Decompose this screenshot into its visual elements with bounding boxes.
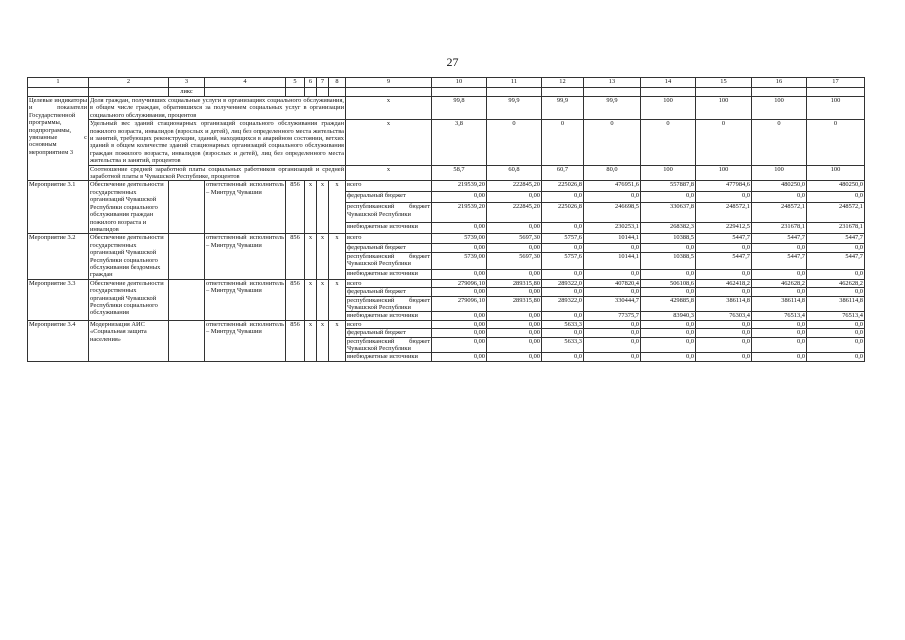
funding-value: 0,0 (807, 192, 865, 203)
measure-code: 856 (286, 320, 305, 361)
funding-value: 477984,6 (696, 181, 752, 192)
indicator-text: Доля граждан, получивших социальные услуги в организациях социального обслуживания, в общем числе граждан, обратившихся за получением социальных услуг в организации социального обслуживания, процентов (90, 97, 344, 119)
measure-name: Модернизация АИС «Социальная защита населения» (89, 320, 169, 361)
measure-row (28, 279, 865, 287)
funding-value: 268382,3 (641, 223, 696, 234)
indicator-value: 100 (752, 97, 807, 120)
funding-value: 77375,7 (584, 312, 641, 320)
indicator-value: 100 (752, 165, 807, 181)
table-cell (286, 88, 305, 97)
funding-source: республиканский бюджет Чувашской Республики (347, 296, 430, 311)
funding-source: внебюджетные источники (346, 353, 432, 361)
funding-value: 0,0 (807, 320, 865, 328)
funding-value: 279096,10 (432, 296, 487, 312)
funding-value: 0,0 (696, 192, 752, 203)
funding-value: 462418,2 (696, 279, 752, 287)
measure-code: 856 (286, 234, 305, 279)
funding-value: 5447,7 (807, 252, 865, 270)
funding-value: 225026,8 (542, 181, 584, 192)
funding-value: 5697,30 (487, 234, 542, 243)
funding-value: 0,0 (584, 320, 641, 328)
indicator-value: 100 (641, 97, 696, 120)
indicator-value: 3,8 (432, 120, 487, 165)
table-cell (346, 88, 432, 97)
measure-name: Обеспечение деятельности государственных организаций Чувашской Республики социального обслуживания граждан пожилого возраста и инвалидов (89, 181, 169, 234)
funding-value: 0,0 (807, 243, 865, 252)
measure-name: Обеспечение деятельности государственных организаций Чувашской Республики социального обслуживания (89, 279, 169, 320)
indicator-row (28, 97, 865, 120)
indicator-value: 0 (542, 120, 584, 165)
funding-value: 230253,1 (584, 223, 641, 234)
funding-value: 219539,20 (432, 181, 487, 192)
measure-row (28, 320, 865, 328)
measure-x: x (329, 320, 346, 361)
measure-executor: ответственный исполнитель – Минтруд Чувашии (205, 320, 286, 361)
indicator-value: 99,8 (432, 97, 487, 120)
table-cell (487, 88, 542, 97)
indicator-value: 80,0 (584, 165, 641, 181)
funding-value: 219539,20 (432, 203, 487, 223)
funding-value: 0,0 (696, 243, 752, 252)
funding-value: 0,00 (432, 270, 487, 279)
funding-value: 386114,8 (807, 296, 865, 312)
table-cell (205, 88, 286, 97)
funding-value: 0,0 (696, 329, 752, 337)
funding-value: 0,0 (752, 270, 807, 279)
funding-value: 0,0 (807, 329, 865, 337)
funding-value: 0,0 (807, 337, 865, 353)
table-cell (807, 88, 865, 97)
measure-code: 856 (286, 279, 305, 320)
column-header: 5 (286, 78, 305, 88)
funding-source: внебюджетные источники (346, 223, 432, 234)
header-row (28, 78, 865, 88)
table-cell (542, 88, 584, 97)
funding-value: 0,00 (487, 288, 542, 296)
funding-value: 231678,1 (752, 223, 807, 234)
measure-executor: ответственный исполнитель – Минтруд Чувашии (205, 181, 286, 234)
indicator-value: 0 (641, 120, 696, 165)
measure-id: Мероприятие 3.2 (28, 234, 89, 279)
funding-source: республиканский бюджет Чувашской Республики (347, 337, 430, 352)
funding-value: 76513,4 (752, 312, 807, 320)
funding-value: 0,00 (432, 329, 487, 337)
measure-x: x (305, 234, 317, 279)
funding-value: 0,00 (432, 353, 487, 361)
funding-value: 330637,8 (641, 203, 696, 223)
funding-value: 0,0 (584, 353, 641, 361)
table-cell (169, 279, 205, 320)
funding-value: 248572,1 (696, 203, 752, 223)
column-header: 1 (28, 78, 89, 88)
table-cell (329, 88, 346, 97)
funding-source: федеральный бюджет (346, 288, 432, 296)
measure-x: x (329, 181, 346, 234)
column-header: 6 (305, 78, 317, 88)
funding-value: 386114,8 (752, 296, 807, 312)
funding-value: 5739,00 (432, 252, 487, 270)
funding-value: 0,00 (487, 329, 542, 337)
funding-value: 5697,30 (487, 252, 542, 270)
funding-value: 0,00 (487, 223, 542, 234)
funding-value: 0,0 (542, 353, 584, 361)
funding-value: 0,0 (584, 192, 641, 203)
funding-value: 5447,7 (807, 234, 865, 243)
table-cell (696, 88, 752, 97)
indicator-value: 60,7 (542, 165, 584, 181)
funding-source: внебюджетные источники (346, 312, 432, 320)
table-cell (169, 234, 205, 279)
column-header: 16 (752, 78, 807, 88)
funding-value: 0,0 (584, 243, 641, 252)
indicator-unit: x (346, 165, 432, 181)
table-cell (641, 88, 696, 97)
funding-source: федеральный бюджет (346, 192, 432, 203)
funding-value: 0,0 (752, 353, 807, 361)
funding-value: 0,0 (542, 329, 584, 337)
funding-value: 5757,6 (542, 252, 584, 270)
funding-value: 476951,6 (584, 181, 641, 192)
funding-value: 0,0 (752, 320, 807, 328)
funding-value: 248572,1 (752, 203, 807, 223)
measure-x: x (317, 181, 329, 234)
funding-source: федеральный бюджет (346, 243, 432, 252)
funding-value: 0,0 (696, 270, 752, 279)
measure-executor: ответственный исполнитель – Минтруд Чувашии (205, 279, 286, 320)
measure-x: x (305, 181, 317, 234)
table-cell (89, 88, 169, 97)
funding-value: 5447,7 (752, 252, 807, 270)
measure-x: x (329, 234, 346, 279)
funding-value: 225026,8 (542, 203, 584, 223)
funding-value: 0,0 (696, 320, 752, 328)
column-header: 9 (346, 78, 432, 88)
measure-code: 856 (286, 181, 305, 234)
column-header: 12 (542, 78, 584, 88)
funding-value: 0,00 (487, 243, 542, 252)
program-table (27, 77, 865, 362)
funding-value: 248572,1 (807, 203, 865, 223)
measure-x: x (317, 279, 329, 320)
funding-value: 5757,6 (542, 234, 584, 243)
funding-value: 0,0 (641, 192, 696, 203)
funding-value: 0,0 (752, 192, 807, 203)
indicator-value: 0 (696, 120, 752, 165)
funding-source: всего (346, 181, 432, 192)
funding-value: 289315,80 (487, 296, 542, 312)
funding-value: 0,0 (641, 288, 696, 296)
funding-value: 0,0 (752, 337, 807, 353)
funding-value: 5447,7 (696, 234, 752, 243)
measure-id: Мероприятие 3.4 (28, 320, 89, 361)
measure-id: Мероприятие 3.3 (28, 279, 89, 320)
funding-value: 5633,3 (542, 337, 584, 353)
funding-value: 0,00 (487, 337, 542, 353)
funding-value: 0,0 (584, 288, 641, 296)
measure-x: x (317, 234, 329, 279)
indicator-unit: x (346, 120, 432, 165)
funding-source: всего (346, 234, 432, 243)
funding-value: 0,0 (542, 288, 584, 296)
funding-value: 0,0 (584, 270, 641, 279)
funding-value: 289322,0 (542, 296, 584, 312)
measure-row (28, 234, 865, 243)
funding-value: 10144,1 (584, 252, 641, 270)
funding-value: 480250,0 (807, 181, 865, 192)
funding-value: 386114,8 (696, 296, 752, 312)
indicator-value: 0 (487, 120, 542, 165)
funding-value: 279096,10 (432, 279, 487, 287)
funding-value: 0,0 (696, 353, 752, 361)
indicator-value: 0 (584, 120, 641, 165)
funding-value: 5739,00 (432, 234, 487, 243)
funding-value: 76513,4 (807, 312, 865, 320)
funding-value: 5447,7 (752, 234, 807, 243)
indicator-value: 0 (752, 120, 807, 165)
indicator-value: 99,9 (584, 97, 641, 120)
funding-value: 10388,5 (641, 252, 696, 270)
funding-value: 0,0 (641, 337, 696, 353)
indicator-value: 100 (641, 165, 696, 181)
table-cell (305, 88, 317, 97)
funding-source: федеральный бюджет (346, 329, 432, 337)
funding-value: 0,0 (752, 288, 807, 296)
indicator-text: Соотношение средней заработной платы социальных работников организаций и средней заработной платы в Чувашской Республике, процентов (90, 165, 344, 181)
column-header: 15 (696, 78, 752, 88)
measure-x: x (317, 320, 329, 361)
indicator-text: Удельный вес зданий стационарных организаций социального обслуживания граждан пожилого возраста, инвалидов (взрослых и детей), лиц без определенного места жительства и занятий, требующих реконструкции, зданий, находящихся в аварийном состоянии, ветхих зданий в общем количестве зданий стационарных организаций социального обслуживания граждан пожилого возраста, инвалидов (взрослых и детей), лиц без определенного места жительства и занятий, процентов (90, 120, 344, 165)
page-number: 27 (446, 55, 459, 69)
column-header: 8 (329, 78, 346, 88)
indicator-value: 100 (807, 97, 865, 120)
column-header: 2 (89, 78, 169, 88)
column-header: 4 (205, 78, 286, 88)
table-cell (169, 181, 205, 234)
measure-x: x (305, 320, 317, 361)
funding-value: 289315,80 (487, 279, 542, 287)
table-cell (28, 88, 89, 97)
funding-value: 0,00 (487, 353, 542, 361)
funding-source: республиканский бюджет Чувашской Республики (346, 203, 432, 223)
funding-value: 10144,1 (584, 234, 641, 243)
funding-value: 330444,7 (584, 296, 641, 312)
table-cell: ликс (169, 88, 205, 97)
indicators-label: Целевые индикаторы и показатели Государственной программы, подпрограммы, увязанные с основным мероприятием 3 (28, 97, 89, 181)
funding-value: 0,0 (542, 270, 584, 279)
funding-value: 0,0 (696, 337, 752, 353)
funding-value: 462628,2 (752, 279, 807, 287)
funding-value: 0,0 (641, 243, 696, 252)
column-header: 13 (584, 78, 641, 88)
funding-value: 0,00 (432, 312, 487, 320)
funding-value: 462628,2 (807, 279, 865, 287)
funding-value: 0,00 (432, 337, 487, 353)
table-cell (317, 88, 329, 97)
indicator-value: 58,7 (432, 165, 487, 181)
funding-value: 0,0 (641, 270, 696, 279)
funding-value: 429885,8 (641, 296, 696, 312)
funding-value: 0,00 (487, 270, 542, 279)
column-header: 11 (487, 78, 542, 88)
funding-value: 0,0 (641, 320, 696, 328)
funding-value: 0,0 (584, 337, 641, 353)
indicator-value: 60,8 (487, 165, 542, 181)
funding-value: 0,00 (432, 192, 487, 203)
funding-value: 246698,5 (584, 203, 641, 223)
column-header: 14 (641, 78, 696, 88)
indicator-row (28, 120, 865, 165)
table-cell (169, 320, 205, 361)
funding-value: 229412,5 (696, 223, 752, 234)
funding-value: 0,0 (752, 329, 807, 337)
funding-source: внебюджетные источники (346, 270, 432, 279)
funding-value: 0,0 (807, 270, 865, 279)
indicator-value: 99,9 (487, 97, 542, 120)
funding-value: 0,00 (487, 312, 542, 320)
indicator-unit: x (346, 97, 432, 120)
measure-name: Обеспечение деятельности государственных организаций Чувашской Республики социального обслуживания бездомных граждан (89, 234, 169, 279)
funding-value: 0,00 (432, 288, 487, 296)
indicator-value: 100 (696, 165, 752, 181)
table-cell (432, 88, 487, 97)
funding-value: 0,0 (641, 329, 696, 337)
funding-value: 0,0 (542, 223, 584, 234)
funding-value: 76303,4 (696, 312, 752, 320)
funding-value: 0,0 (807, 288, 865, 296)
funding-value: 0,0 (542, 192, 584, 203)
measure-executor: ответственный исполнитель – Минтруд Чувашии (205, 234, 286, 279)
measure-row (28, 181, 865, 192)
funding-value: 83940,3 (641, 312, 696, 320)
funding-value: 5633,3 (542, 320, 584, 328)
measure-x: x (305, 279, 317, 320)
funding-value: 506108,6 (641, 279, 696, 287)
funding-value: 0,0 (807, 353, 865, 361)
funding-value: 5447,7 (696, 252, 752, 270)
funding-source: республиканский бюджет Чувашской Республики (346, 252, 432, 270)
measure-x: x (329, 279, 346, 320)
indicator-value: 100 (696, 97, 752, 120)
funding-value: 407820,4 (584, 279, 641, 287)
funding-value: 0,0 (584, 329, 641, 337)
funding-value: 231678,1 (807, 223, 865, 234)
column-header: 7 (317, 78, 329, 88)
indicator-row (28, 165, 865, 181)
funding-value: 0,0 (752, 243, 807, 252)
measure-id: Мероприятие 3.1 (28, 181, 89, 234)
table-cell (584, 88, 641, 97)
indicator-value: 100 (807, 165, 865, 181)
funding-value: 0,00 (487, 192, 542, 203)
funding-value: 0,0 (542, 312, 584, 320)
funding-value: 222845,20 (487, 181, 542, 192)
funding-value: 222845,20 (487, 203, 542, 223)
funding-value: 0,0 (641, 353, 696, 361)
column-header: 17 (807, 78, 865, 88)
funding-value: 0,00 (487, 320, 542, 328)
funding-value: 0,00 (432, 320, 487, 328)
column-header: 3 (169, 78, 205, 88)
funding-value: 289322,0 (542, 279, 584, 287)
funding-source: всего (346, 279, 432, 287)
funding-value: 557887,8 (641, 181, 696, 192)
column-header: 10 (432, 78, 487, 88)
funding-value: 0,0 (696, 288, 752, 296)
funding-value: 480250,0 (752, 181, 807, 192)
continuation-row (28, 88, 865, 97)
funding-value: 10388,5 (641, 234, 696, 243)
table-cell (752, 88, 807, 97)
indicator-value: 99,9 (542, 97, 584, 120)
funding-value: 0,0 (542, 243, 584, 252)
funding-source: всего (346, 320, 432, 328)
funding-value: 0,00 (432, 243, 487, 252)
indicator-value: 0 (807, 120, 865, 165)
funding-value: 0,00 (432, 223, 487, 234)
